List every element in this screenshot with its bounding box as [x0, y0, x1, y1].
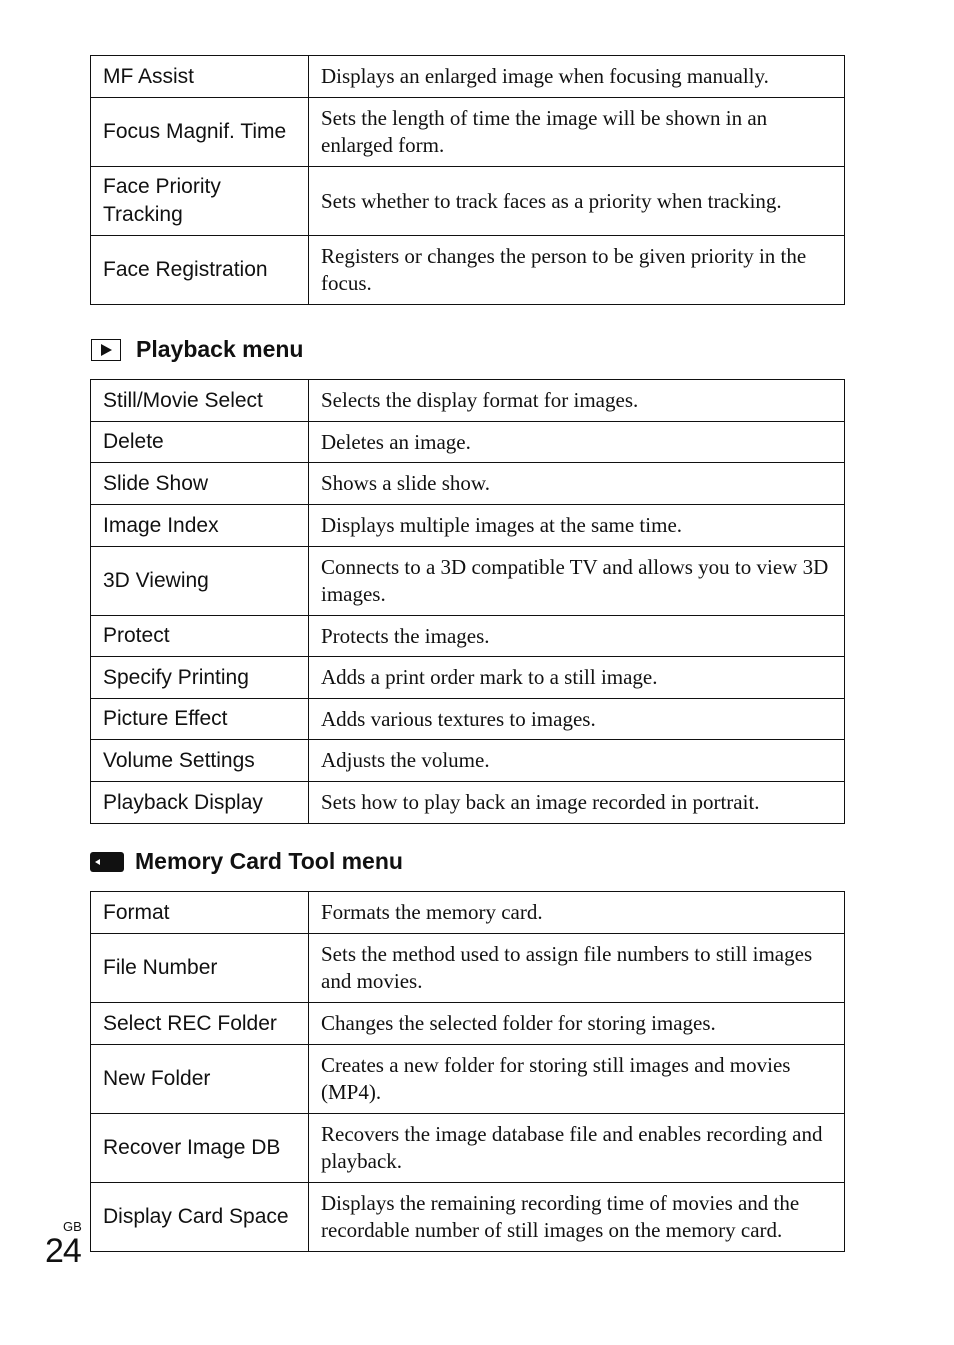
table-row — [91, 616, 845, 657]
item-description: Changes the selected folder for storing images. — [309, 1003, 845, 1045]
focus-settings-table — [90, 55, 845, 305]
item-name: New Folder — [91, 1045, 309, 1114]
item-name: MF Assist — [91, 56, 309, 98]
table-row — [91, 657, 845, 699]
item-description: Displays the remaining recording time of movies and the recordable number of still images on the memory card. — [309, 1183, 845, 1252]
table-row — [91, 236, 845, 305]
item-description: Shows a slide show. — [309, 463, 845, 505]
item-name: Face Registration — [91, 236, 309, 305]
item-description: Sets how to play back an image recorded in portrait. — [309, 782, 845, 824]
memory-card-icon — [90, 852, 124, 872]
table-row — [91, 98, 845, 167]
table-row — [91, 699, 845, 740]
playback-menu-table — [90, 379, 845, 824]
item-description: Deletes an image. — [309, 422, 845, 463]
item-description: Adjusts the volume. — [309, 740, 845, 782]
playback-menu-heading — [90, 336, 303, 363]
table-row — [91, 892, 845, 934]
table-row — [91, 167, 845, 236]
item-description: Sets the length of time the image will be shown in an enlarged form. — [309, 98, 845, 167]
item-description: Registers or changes the person to be given priority in the focus. — [309, 236, 845, 305]
item-name: Format — [91, 892, 309, 934]
item-name: Select REC Folder — [91, 1003, 309, 1045]
table-row — [91, 380, 845, 422]
item-name: Face Priority Tracking — [91, 167, 309, 236]
region-code: GB — [63, 1219, 82, 1234]
item-description: Formats the memory card. — [309, 892, 845, 934]
table-row — [91, 1003, 845, 1045]
item-name: Playback Display — [91, 782, 309, 824]
play-icon — [91, 339, 121, 361]
item-description: Protects the images. — [309, 616, 845, 657]
item-name: Picture Effect — [91, 699, 309, 740]
item-description: Selects the display format for images. — [309, 380, 845, 422]
item-description: Recovers the image database file and enables recording and playback. — [309, 1114, 845, 1183]
item-description: Displays an enlarged image when focusing manually. — [309, 56, 845, 98]
item-description: Sets the method used to assign file numbers to still images and movies. — [309, 934, 845, 1003]
item-name: Focus Magnif. Time — [91, 98, 309, 167]
table-row — [91, 422, 845, 463]
table-row — [91, 547, 845, 616]
item-name: Display Card Space — [91, 1183, 309, 1252]
table-row — [91, 1114, 845, 1183]
playback-menu-title: Playback menu — [136, 336, 304, 362]
item-description: Displays multiple images at the same time. — [309, 505, 845, 547]
memory-card-menu-table — [90, 891, 845, 1252]
item-description: Adds various textures to images. — [309, 699, 845, 740]
table-row — [91, 463, 845, 505]
table-row — [91, 1183, 845, 1252]
table-row — [91, 740, 845, 782]
table-row — [91, 56, 845, 98]
item-description: Connects to a 3D compatible TV and allows you to view 3D images. — [309, 547, 845, 616]
table-row — [91, 505, 845, 547]
item-description: Sets whether to track faces as a priority when tracking. — [309, 167, 845, 236]
item-name: Specify Printing — [91, 657, 309, 699]
item-name: Slide Show — [91, 463, 309, 505]
item-name: Image Index — [91, 505, 309, 547]
item-name: Still/Movie Select — [91, 380, 309, 422]
item-description: Adds a print order mark to a still image. — [309, 657, 845, 699]
item-name: Protect — [91, 616, 309, 657]
item-name: Volume Settings — [91, 740, 309, 782]
table-row — [91, 934, 845, 1003]
memory-card-menu-title: Memory Card Tool menu — [135, 848, 403, 874]
page-number: 24 — [45, 1232, 81, 1270]
item-name: File Number — [91, 934, 309, 1003]
memory-card-menu-heading — [90, 848, 403, 875]
item-name: Delete — [91, 422, 309, 463]
table-row — [91, 1045, 845, 1114]
item-name: 3D Viewing — [91, 547, 309, 616]
table-row — [91, 782, 845, 824]
item-description: Creates a new folder for storing still images and movies (MP4). — [309, 1045, 845, 1114]
item-name: Recover Image DB — [91, 1114, 309, 1183]
